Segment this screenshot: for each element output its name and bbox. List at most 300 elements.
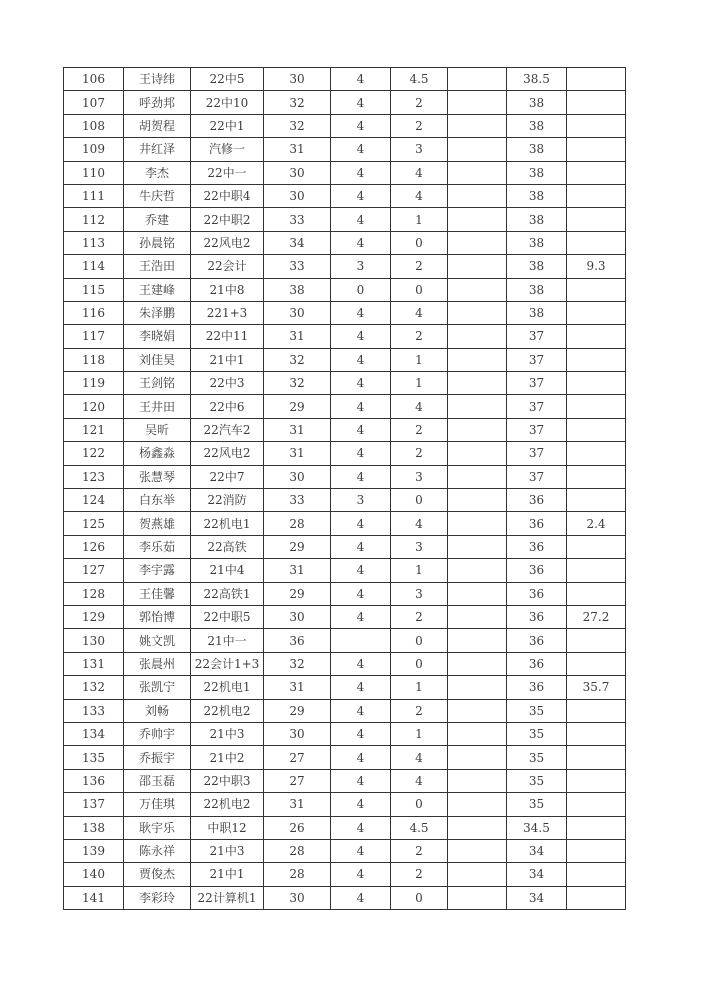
cell-score-1: 32 bbox=[264, 372, 331, 395]
table-body bbox=[64, 68, 626, 910]
cell-score-2: 4 bbox=[331, 301, 391, 324]
cell-total: 36 bbox=[507, 559, 567, 582]
cell-total: 37 bbox=[507, 465, 567, 488]
cell-number: 138 bbox=[64, 816, 124, 839]
cell-score-1: 33 bbox=[264, 255, 331, 278]
cell-total: 38 bbox=[507, 138, 567, 161]
cell-class: 22会计1+3 bbox=[191, 652, 264, 675]
cell-score-2: 3 bbox=[331, 255, 391, 278]
cell-extra: 27.2 bbox=[567, 605, 626, 628]
cell-score-3: 2 bbox=[391, 255, 448, 278]
cell-score-2: 4 bbox=[331, 512, 391, 535]
cell-class: 221+3 bbox=[191, 301, 264, 324]
cell-extra bbox=[567, 348, 626, 371]
cell-name: 孙晨铭 bbox=[124, 231, 191, 254]
cell-name: 李彩玲 bbox=[124, 886, 191, 909]
cell-number: 122 bbox=[64, 442, 124, 465]
cell-score-1: 30 bbox=[264, 605, 331, 628]
cell-class: 21中3 bbox=[191, 839, 264, 862]
cell-number: 110 bbox=[64, 161, 124, 184]
cell-score-4 bbox=[448, 418, 507, 441]
table-row bbox=[64, 769, 626, 792]
cell-score-1: 29 bbox=[264, 535, 331, 558]
cell-score-1: 33 bbox=[264, 208, 331, 231]
cell-score-4 bbox=[448, 442, 507, 465]
cell-name: 王建峰 bbox=[124, 278, 191, 301]
cell-name: 郭怡博 bbox=[124, 605, 191, 628]
table-row bbox=[64, 418, 626, 441]
table-row bbox=[64, 372, 626, 395]
cell-name: 朱泽鹏 bbox=[124, 301, 191, 324]
cell-score-2: 4 bbox=[331, 769, 391, 792]
cell-total: 38 bbox=[507, 278, 567, 301]
cell-total: 34 bbox=[507, 839, 567, 862]
cell-number: 117 bbox=[64, 325, 124, 348]
cell-score-4 bbox=[448, 676, 507, 699]
cell-score-3: 4 bbox=[391, 395, 448, 418]
cell-total: 36 bbox=[507, 535, 567, 558]
cell-total: 38 bbox=[507, 91, 567, 114]
table-row bbox=[64, 722, 626, 745]
cell-number: 121 bbox=[64, 418, 124, 441]
cell-class: 22中5 bbox=[191, 68, 264, 91]
cell-score-4 bbox=[448, 793, 507, 816]
cell-name: 张凯宁 bbox=[124, 676, 191, 699]
cell-class: 22中11 bbox=[191, 325, 264, 348]
cell-score-3: 3 bbox=[391, 582, 448, 605]
cell-total: 35 bbox=[507, 746, 567, 769]
cell-score-3: 4 bbox=[391, 161, 448, 184]
cell-total: 38 bbox=[507, 255, 567, 278]
cell-number: 140 bbox=[64, 863, 124, 886]
cell-score-4 bbox=[448, 231, 507, 254]
cell-extra bbox=[567, 535, 626, 558]
cell-score-1: 34 bbox=[264, 231, 331, 254]
cell-total: 38 bbox=[507, 161, 567, 184]
cell-number: 139 bbox=[64, 839, 124, 862]
cell-number: 132 bbox=[64, 676, 124, 699]
cell-score-4 bbox=[448, 746, 507, 769]
cell-name: 邵玉磊 bbox=[124, 769, 191, 792]
cell-score-2: 4 bbox=[331, 231, 391, 254]
cell-class: 22风电2 bbox=[191, 231, 264, 254]
cell-class: 中职12 bbox=[191, 816, 264, 839]
cell-number: 108 bbox=[64, 114, 124, 137]
cell-number: 130 bbox=[64, 629, 124, 652]
cell-score-3: 4.5 bbox=[391, 816, 448, 839]
cell-score-1: 30 bbox=[264, 68, 331, 91]
cell-score-1: 31 bbox=[264, 676, 331, 699]
cell-class: 22消防 bbox=[191, 489, 264, 512]
cell-score-4 bbox=[448, 278, 507, 301]
table-row bbox=[64, 208, 626, 231]
cell-score-1: 30 bbox=[264, 301, 331, 324]
cell-score-2: 4 bbox=[331, 816, 391, 839]
cell-number: 129 bbox=[64, 605, 124, 628]
cell-score-3: 2 bbox=[391, 325, 448, 348]
table-row bbox=[64, 629, 626, 652]
cell-score-4 bbox=[448, 535, 507, 558]
cell-score-3: 0 bbox=[391, 489, 448, 512]
cell-class: 21中3 bbox=[191, 722, 264, 745]
cell-score-4 bbox=[448, 395, 507, 418]
cell-score-2: 4 bbox=[331, 676, 391, 699]
cell-extra bbox=[567, 863, 626, 886]
cell-score-2: 4 bbox=[331, 68, 391, 91]
cell-class: 22机电1 bbox=[191, 676, 264, 699]
cell-extra: 35.7 bbox=[567, 676, 626, 699]
cell-class: 22中1 bbox=[191, 114, 264, 137]
cell-score-2: 4 bbox=[331, 793, 391, 816]
cell-score-3: 4 bbox=[391, 512, 448, 535]
cell-score-3: 4 bbox=[391, 301, 448, 324]
cell-name: 井红泽 bbox=[124, 138, 191, 161]
cell-score-2: 4 bbox=[331, 161, 391, 184]
cell-score-4 bbox=[448, 722, 507, 745]
cell-class: 21中1 bbox=[191, 863, 264, 886]
cell-name: 白东举 bbox=[124, 489, 191, 512]
cell-name: 李晓娟 bbox=[124, 325, 191, 348]
cell-score-3: 2 bbox=[391, 839, 448, 862]
cell-number: 136 bbox=[64, 769, 124, 792]
cell-score-4 bbox=[448, 68, 507, 91]
cell-total: 38.5 bbox=[507, 68, 567, 91]
cell-number: 133 bbox=[64, 699, 124, 722]
cell-score-3: 2 bbox=[391, 699, 448, 722]
cell-total: 37 bbox=[507, 442, 567, 465]
cell-score-1: 30 bbox=[264, 722, 331, 745]
cell-score-4 bbox=[448, 91, 507, 114]
cell-score-1: 29 bbox=[264, 582, 331, 605]
cell-score-1: 30 bbox=[264, 886, 331, 909]
table-row bbox=[64, 582, 626, 605]
cell-number: 125 bbox=[64, 512, 124, 535]
cell-number: 123 bbox=[64, 465, 124, 488]
table-row bbox=[64, 699, 626, 722]
cell-number: 131 bbox=[64, 652, 124, 675]
cell-score-4 bbox=[448, 582, 507, 605]
cell-total: 36 bbox=[507, 605, 567, 628]
cell-total: 38 bbox=[507, 301, 567, 324]
cell-score-2: 4 bbox=[331, 442, 391, 465]
table-row bbox=[64, 512, 626, 535]
cell-extra bbox=[567, 68, 626, 91]
cell-name: 陈永祥 bbox=[124, 839, 191, 862]
cell-score-2: 4 bbox=[331, 582, 391, 605]
cell-score-2: 4 bbox=[331, 138, 391, 161]
cell-score-2: 4 bbox=[331, 605, 391, 628]
cell-name: 呼劲邦 bbox=[124, 91, 191, 114]
cell-score-1: 28 bbox=[264, 863, 331, 886]
cell-extra bbox=[567, 886, 626, 909]
cell-class: 22高铁1 bbox=[191, 582, 264, 605]
cell-total: 38 bbox=[507, 184, 567, 207]
cell-score-1: 32 bbox=[264, 91, 331, 114]
cell-score-1: 32 bbox=[264, 348, 331, 371]
cell-extra bbox=[567, 231, 626, 254]
table-row bbox=[64, 605, 626, 628]
cell-score-3: 4.5 bbox=[391, 68, 448, 91]
table-row bbox=[64, 676, 626, 699]
score-table bbox=[63, 67, 626, 910]
cell-score-4 bbox=[448, 372, 507, 395]
cell-extra bbox=[567, 301, 626, 324]
cell-extra bbox=[567, 325, 626, 348]
cell-extra bbox=[567, 652, 626, 675]
cell-score-4 bbox=[448, 699, 507, 722]
cell-score-3: 2 bbox=[391, 91, 448, 114]
cell-score-1: 31 bbox=[264, 418, 331, 441]
cell-extra bbox=[567, 746, 626, 769]
cell-name: 牛庆哲 bbox=[124, 184, 191, 207]
cell-score-1: 29 bbox=[264, 699, 331, 722]
cell-score-4 bbox=[448, 652, 507, 675]
cell-number: 124 bbox=[64, 489, 124, 512]
cell-score-2: 4 bbox=[331, 395, 391, 418]
cell-score-4 bbox=[448, 559, 507, 582]
cell-score-2: 4 bbox=[331, 839, 391, 862]
cell-score-3: 4 bbox=[391, 184, 448, 207]
cell-score-1: 30 bbox=[264, 161, 331, 184]
cell-number: 126 bbox=[64, 535, 124, 558]
cell-score-1: 38 bbox=[264, 278, 331, 301]
cell-score-3: 3 bbox=[391, 535, 448, 558]
table-row bbox=[64, 301, 626, 324]
cell-score-4 bbox=[448, 301, 507, 324]
cell-name: 万佳琪 bbox=[124, 793, 191, 816]
cell-score-4 bbox=[448, 769, 507, 792]
cell-extra bbox=[567, 465, 626, 488]
cell-class: 22汽车2 bbox=[191, 418, 264, 441]
cell-class: 22中6 bbox=[191, 395, 264, 418]
cell-total: 35 bbox=[507, 699, 567, 722]
cell-extra bbox=[567, 418, 626, 441]
cell-extra bbox=[567, 138, 626, 161]
cell-score-3: 1 bbox=[391, 348, 448, 371]
cell-name: 胡贺程 bbox=[124, 114, 191, 137]
cell-score-1: 31 bbox=[264, 442, 331, 465]
cell-extra bbox=[567, 278, 626, 301]
cell-score-3: 1 bbox=[391, 676, 448, 699]
cell-extra bbox=[567, 559, 626, 582]
cell-name: 王浩田 bbox=[124, 255, 191, 278]
table-row bbox=[64, 816, 626, 839]
cell-score-2: 4 bbox=[331, 348, 391, 371]
cell-score-2: 4 bbox=[331, 886, 391, 909]
cell-score-4 bbox=[448, 184, 507, 207]
cell-score-3: 2 bbox=[391, 442, 448, 465]
table-row bbox=[64, 839, 626, 862]
cell-class: 22风电2 bbox=[191, 442, 264, 465]
cell-score-1: 31 bbox=[264, 559, 331, 582]
cell-score-3: 1 bbox=[391, 722, 448, 745]
cell-number: 116 bbox=[64, 301, 124, 324]
cell-extra bbox=[567, 91, 626, 114]
cell-name: 乔振宇 bbox=[124, 746, 191, 769]
cell-extra bbox=[567, 582, 626, 605]
cell-total: 36 bbox=[507, 676, 567, 699]
table-row bbox=[64, 161, 626, 184]
cell-score-2: 4 bbox=[331, 652, 391, 675]
cell-number: 115 bbox=[64, 278, 124, 301]
cell-score-2: 4 bbox=[331, 863, 391, 886]
table-row bbox=[64, 348, 626, 371]
cell-name: 吴昕 bbox=[124, 418, 191, 441]
cell-score-2: 4 bbox=[331, 418, 391, 441]
cell-number: 134 bbox=[64, 722, 124, 745]
cell-score-4 bbox=[448, 863, 507, 886]
table-row bbox=[64, 442, 626, 465]
cell-score-4 bbox=[448, 325, 507, 348]
cell-score-1: 31 bbox=[264, 793, 331, 816]
cell-total: 36 bbox=[507, 489, 567, 512]
cell-name: 李杰 bbox=[124, 161, 191, 184]
cell-total: 38 bbox=[507, 208, 567, 231]
table-row bbox=[64, 395, 626, 418]
cell-number: 128 bbox=[64, 582, 124, 605]
cell-total: 36 bbox=[507, 512, 567, 535]
cell-score-4 bbox=[448, 465, 507, 488]
cell-name: 王佳馨 bbox=[124, 582, 191, 605]
cell-extra bbox=[567, 489, 626, 512]
cell-extra bbox=[567, 816, 626, 839]
table-row bbox=[64, 231, 626, 254]
cell-score-1: 26 bbox=[264, 816, 331, 839]
cell-number: 127 bbox=[64, 559, 124, 582]
cell-extra bbox=[567, 769, 626, 792]
cell-score-4 bbox=[448, 138, 507, 161]
cell-total: 35 bbox=[507, 769, 567, 792]
cell-name: 姚文凯 bbox=[124, 629, 191, 652]
table-row bbox=[64, 793, 626, 816]
cell-score-2: 4 bbox=[331, 208, 391, 231]
cell-total: 36 bbox=[507, 582, 567, 605]
cell-score-4 bbox=[448, 512, 507, 535]
cell-class: 22计算机1 bbox=[191, 886, 264, 909]
table-row bbox=[64, 278, 626, 301]
cell-score-2: 4 bbox=[331, 535, 391, 558]
table-row bbox=[64, 465, 626, 488]
cell-total: 37 bbox=[507, 372, 567, 395]
cell-name: 张晨州 bbox=[124, 652, 191, 675]
cell-name: 王诗纬 bbox=[124, 68, 191, 91]
cell-total: 34 bbox=[507, 863, 567, 886]
cell-score-1: 28 bbox=[264, 512, 331, 535]
cell-class: 21中一 bbox=[191, 629, 264, 652]
cell-score-2: 4 bbox=[331, 746, 391, 769]
cell-score-2: 4 bbox=[331, 114, 391, 137]
cell-score-4 bbox=[448, 816, 507, 839]
cell-extra bbox=[567, 442, 626, 465]
cell-score-4 bbox=[448, 161, 507, 184]
cell-extra bbox=[567, 208, 626, 231]
cell-score-3: 2 bbox=[391, 863, 448, 886]
cell-score-1: 27 bbox=[264, 769, 331, 792]
table-row bbox=[64, 863, 626, 886]
cell-score-1: 29 bbox=[264, 395, 331, 418]
cell-score-2: 4 bbox=[331, 372, 391, 395]
table-row bbox=[64, 68, 626, 91]
cell-score-2: 0 bbox=[331, 278, 391, 301]
cell-score-4 bbox=[448, 605, 507, 628]
cell-extra bbox=[567, 629, 626, 652]
cell-name: 李乐茹 bbox=[124, 535, 191, 558]
cell-number: 120 bbox=[64, 395, 124, 418]
cell-class: 22中职2 bbox=[191, 208, 264, 231]
cell-class: 22会计 bbox=[191, 255, 264, 278]
cell-score-1: 30 bbox=[264, 184, 331, 207]
cell-total: 35 bbox=[507, 793, 567, 816]
cell-class: 22中3 bbox=[191, 372, 264, 395]
cell-class: 汽修一 bbox=[191, 138, 264, 161]
cell-total: 37 bbox=[507, 325, 567, 348]
cell-score-2: 3 bbox=[331, 489, 391, 512]
cell-number: 106 bbox=[64, 68, 124, 91]
cell-number: 114 bbox=[64, 255, 124, 278]
cell-extra: 2.4 bbox=[567, 512, 626, 535]
cell-score-4 bbox=[448, 489, 507, 512]
cell-total: 37 bbox=[507, 418, 567, 441]
cell-total: 38 bbox=[507, 231, 567, 254]
cell-score-4 bbox=[448, 839, 507, 862]
cell-score-3: 0 bbox=[391, 278, 448, 301]
cell-score-1: 31 bbox=[264, 138, 331, 161]
cell-extra bbox=[567, 114, 626, 137]
cell-class: 22机电2 bbox=[191, 793, 264, 816]
cell-class: 22中一 bbox=[191, 161, 264, 184]
cell-class: 22中7 bbox=[191, 465, 264, 488]
cell-total: 36 bbox=[507, 652, 567, 675]
cell-score-3: 0 bbox=[391, 652, 448, 675]
cell-name: 李宇露 bbox=[124, 559, 191, 582]
cell-total: 36 bbox=[507, 629, 567, 652]
cell-score-3: 1 bbox=[391, 559, 448, 582]
cell-extra bbox=[567, 395, 626, 418]
cell-class: 22机电1 bbox=[191, 512, 264, 535]
table-row bbox=[64, 559, 626, 582]
cell-total: 34 bbox=[507, 886, 567, 909]
cell-score-1: 28 bbox=[264, 839, 331, 862]
cell-score-1: 30 bbox=[264, 465, 331, 488]
cell-score-3: 1 bbox=[391, 208, 448, 231]
cell-number: 135 bbox=[64, 746, 124, 769]
cell-class: 21中1 bbox=[191, 348, 264, 371]
cell-score-2: 4 bbox=[331, 699, 391, 722]
cell-name: 贾俊杰 bbox=[124, 863, 191, 886]
cell-score-3: 3 bbox=[391, 138, 448, 161]
cell-number: 107 bbox=[64, 91, 124, 114]
cell-score-3: 0 bbox=[391, 629, 448, 652]
cell-class: 22机电2 bbox=[191, 699, 264, 722]
cell-score-3: 1 bbox=[391, 372, 448, 395]
cell-extra: 9.3 bbox=[567, 255, 626, 278]
cell-score-4 bbox=[448, 114, 507, 137]
cell-total: 35 bbox=[507, 722, 567, 745]
cell-number: 111 bbox=[64, 184, 124, 207]
cell-score-4 bbox=[448, 255, 507, 278]
table-row bbox=[64, 489, 626, 512]
cell-score-4 bbox=[448, 629, 507, 652]
cell-class: 22中职4 bbox=[191, 184, 264, 207]
cell-score-3: 3 bbox=[391, 465, 448, 488]
cell-extra bbox=[567, 184, 626, 207]
cell-score-2: 4 bbox=[331, 722, 391, 745]
table-row bbox=[64, 114, 626, 137]
cell-total: 38 bbox=[507, 114, 567, 137]
cell-score-3: 4 bbox=[391, 769, 448, 792]
cell-score-2: 4 bbox=[331, 91, 391, 114]
cell-name: 杨鑫淼 bbox=[124, 442, 191, 465]
